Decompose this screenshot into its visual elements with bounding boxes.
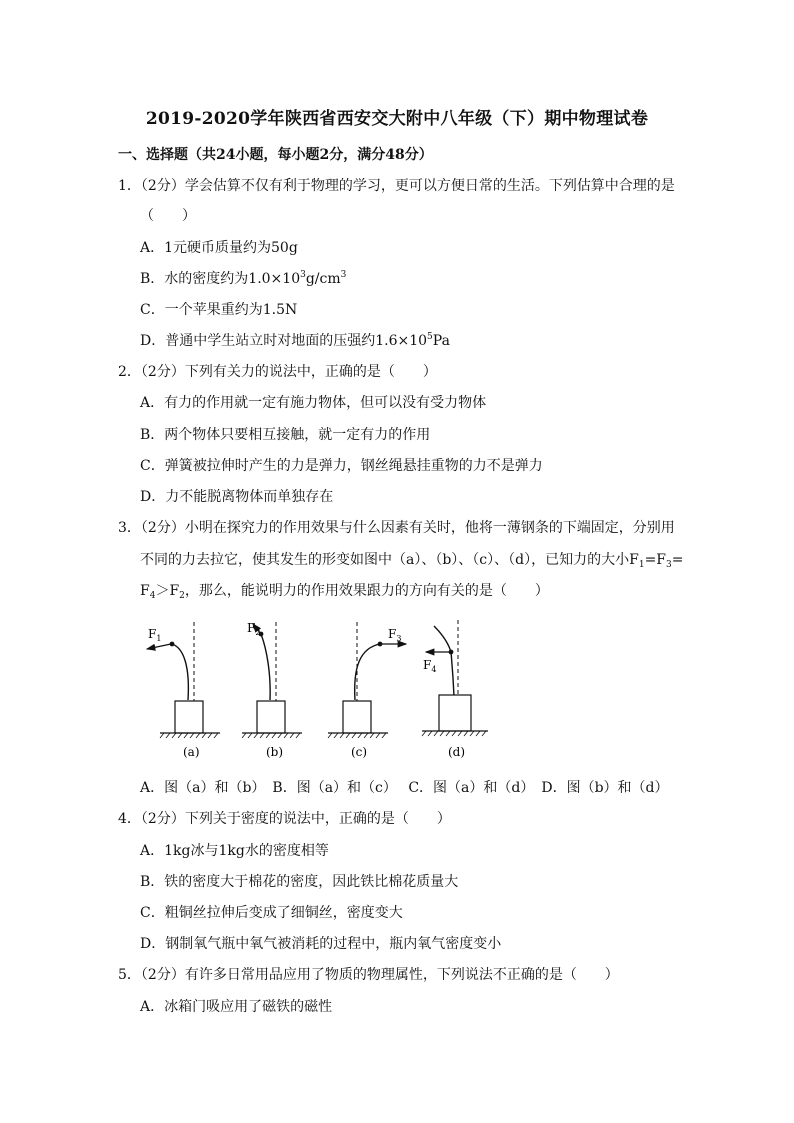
question-2-stem: 2．（2分）下列有关力的说法中，正确的是（ ）: [118, 364, 437, 380]
steel-strip-force-figure: [120, 612, 500, 767]
question-4-option-b: B．铁的密度大于棉花的密度，因此铁比棉花质量大: [140, 874, 459, 890]
question-4-option-a: A．1kg冰与1kg水的密度相等: [140, 843, 329, 859]
caption-c: (c): [351, 745, 368, 759]
force-label-f2: $F_2$: [247, 621, 261, 637]
diagram-b: [242, 621, 302, 759]
question-1-option-b: B．水的密度约为$1.0\times 10^3g/cm^3$: [140, 270, 347, 287]
question-1-option-c: C．一个苹果重约为1.5N: [140, 302, 298, 318]
force-label-f4: $F_4$: [423, 658, 437, 674]
question-1-option-d: D．普通中学生站立时对地面的压强约$1.6\times 10^5Pa$: [140, 332, 450, 349]
question-3-stem-line1: 3．（2分）小明在探究力的作用效果与什么因素有关时，他将一薄钢条的下端固定，分别用: [118, 520, 675, 536]
question-5-option-a: A．冰箱门吸应用了磁铁的磁性: [140, 999, 333, 1015]
force-label-f3: $F_3$: [388, 627, 402, 643]
page-title: 2019-2020学年陕西省西安交大附中八年级（下）期中物理试卷: [145, 109, 649, 129]
question-2-option-a: A．有力的作用就一定有施力物体，但可以没有受力物体: [140, 395, 487, 411]
question-3-stem-line2: 不同的力去拉它，使其发生的形变如图中（a）、（b）、（c）、（d），已知力的大小$F_1=F_3=$: [140, 552, 684, 570]
question-3-stem-line3: $F_4>F_2$，那么，能说明力的作用效果跟力的方向有关的是（ ）: [140, 583, 549, 601]
force-label-f1: $F_1$: [148, 627, 162, 643]
caption-a: (a): [183, 745, 200, 759]
question-4-option-c: C．粗铜丝拉伸后变成了细铜丝，密度变大: [140, 905, 403, 921]
question-3-options: A．图（a）和（b） B．图（a）和（c） C．图（a）和（d） D．图（b）和（d）: [140, 780, 669, 796]
question-2-option-c: C．弹簧被拉伸时产生的力是弹力，钢丝绳悬挂重物的力不是弹力: [140, 458, 543, 474]
caption-d: (d): [448, 745, 466, 759]
section-heading: 一、选择题（共24小题，每小题2分，满分48分）: [118, 147, 433, 163]
question-2-option-b: B．两个物体只要相互接触，就一定有力的作用: [140, 427, 431, 443]
diagram-c: [328, 622, 406, 759]
question-1-blank: （ ）: [140, 208, 196, 224]
diagram-a: [147, 622, 220, 759]
question-4-option-d: D．钢制氧气瓶中氧气被消耗的过程中，瓶内氧气密度变小: [140, 936, 502, 952]
question-2-option-d: D．力不能脱离物体而单独存在: [140, 489, 334, 505]
question-1-stem: 1．（2分）学会估算不仅有利于物理的学习，更可以方便日常的生活。下列估算中合理的是: [118, 178, 675, 194]
question-5-stem: 5．（2分）有许多日常用品应用了物质的物理属性，下列说法不正确的是（ ）: [118, 967, 619, 983]
question-1-option-a: A．1元硬币质量约为50g: [140, 240, 298, 256]
question-4-stem: 4．（2分）下列关于密度的说法中，正确的是（ ）: [118, 811, 451, 827]
diagram-d: [422, 620, 488, 759]
caption-b: (b): [266, 745, 284, 759]
